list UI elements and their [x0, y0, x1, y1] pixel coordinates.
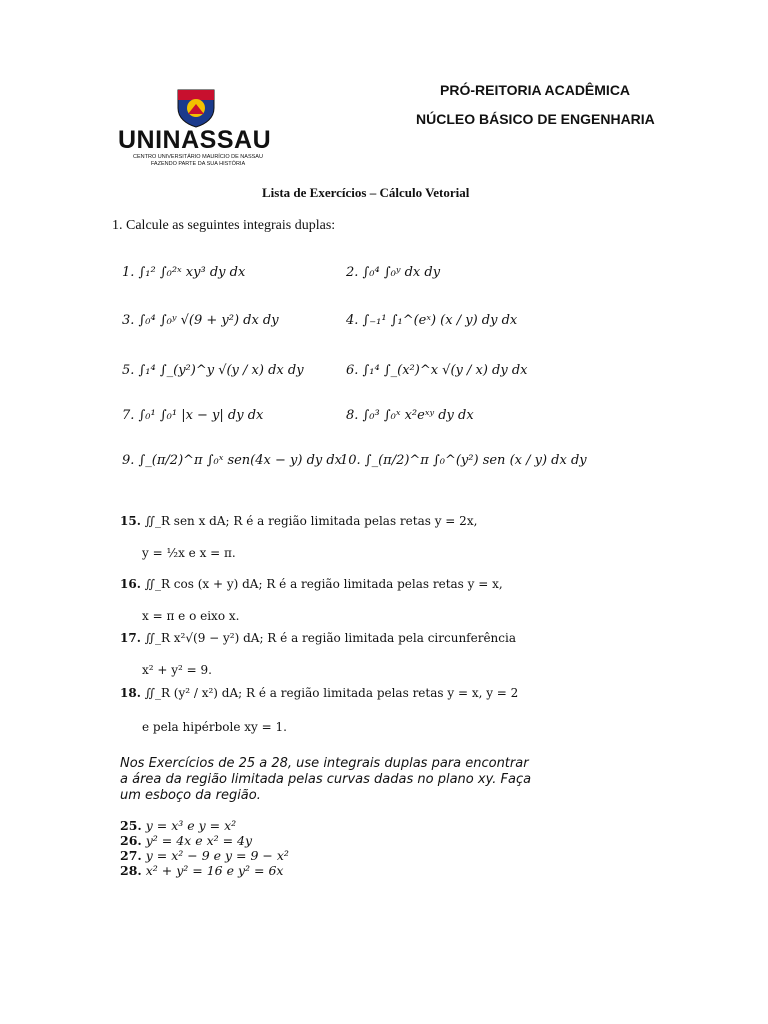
logo-subtitle-line-1: CENTRO UNIVERSITÁRIO MAURÍCIO DE NASSAU	[133, 154, 263, 160]
list-item: 27. y = x² − 9 e y = 9 − x²	[120, 848, 289, 863]
exercise-18-cont: e pela hipérbole xy = 1.	[142, 720, 287, 734]
exercise-number: 15.	[120, 514, 141, 528]
exercise-15-cont: y = ½x e x = π.	[142, 546, 236, 560]
intro-text: 1. Calcule as seguintes integrais duplas:	[112, 218, 336, 233]
shield-crest-icon	[174, 88, 218, 128]
header-line-1: PRÓ-REITORIA ACADÊMICA	[440, 82, 631, 98]
integral-5: 5. ∫₁⁴ ∫_(y²)^y √(y / x) dx dy	[122, 363, 304, 378]
integral-10: 10. ∫_(π/2)^π ∫₀^(y²) sen (x / y) dx dy	[340, 453, 587, 468]
exercise-number: 16.	[120, 577, 141, 591]
header-line-2: NÚCLEO BÁSICO DE ENGENHARIA	[416, 111, 655, 127]
list-item: 25. y = x³ e y = x²	[120, 818, 237, 833]
integral-1: 1. ∫₁² ∫₀²ˣ xy³ dy dx	[122, 265, 246, 280]
integral-4: 4. ∫₋₁¹ ∫₁^(eˣ) (x / y) dy dx	[346, 313, 518, 328]
exercise-18	[120, 686, 518, 700]
exercise-16-cont: x = π e o eixo x.	[142, 609, 240, 623]
integral-9: 9. ∫_(π/2)^π ∫₀ˣ sen(4x − y) dy dx	[122, 453, 343, 468]
integral-3: 3. ∫₀⁴ ∫₀ʸ √(9 + y²) dx dy	[122, 313, 279, 328]
list-item: 28. x² + y² = 16 e y² = 6x	[120, 863, 284, 878]
page-title: Lista de Exercícios – Cálculo Vetorial	[262, 185, 470, 200]
integral-2: 2. ∫₀⁴ ∫₀ʸ dx dy	[346, 265, 441, 280]
logo-name: UNINASSAU	[118, 126, 272, 154]
list-item: 26. y² = 4x e x² = 4y	[120, 833, 253, 848]
exercise-17-cont: x² + y² = 9.	[142, 663, 212, 677]
logo-subtitle	[122, 154, 274, 168]
integral-6: 6. ∫₁⁴ ∫_(x²)^x √(y / x) dy dx	[346, 363, 528, 378]
exercise-17	[120, 631, 516, 645]
exercise-15	[120, 514, 477, 528]
logo-subtitle-line-2: FAZENDO PARTE DA SUA HISTÓRIA	[150, 161, 246, 167]
exercise-16	[120, 577, 503, 591]
exercise-number: 18.	[120, 686, 141, 700]
logo	[118, 88, 278, 168]
area-instructions: Nos Exercícios de 25 a 28, use integrais duplas para encontrar a área da região limitada pelas curvas dadas no plano xy. Faça um esboço da região.	[120, 756, 532, 803]
area-list	[120, 818, 289, 878]
exercise-number: 17.	[120, 631, 141, 645]
exercise-text: ∬_R (y² / x²) dA; R é a região limitada pelas retas y = x, y = 2	[144, 686, 519, 700]
exercise-text: ∬_R x²√(9 − y²) dA; R é a região limitada pela circunferência	[144, 631, 516, 645]
integral-7: 7. ∫₀¹ ∫₀¹ |x − y| dy dx	[122, 408, 264, 423]
integral-8: 8. ∫₀³ ∫₀ˣ x²eˣʸ dy dx	[346, 408, 474, 423]
exercise-text: ∬_R cos (x + y) dA; R é a região limitada pelas retas y = x,	[144, 577, 503, 591]
exercise-text: ∬_R sen x dA; R é a região limitada pelas retas y = 2x,	[144, 514, 478, 528]
